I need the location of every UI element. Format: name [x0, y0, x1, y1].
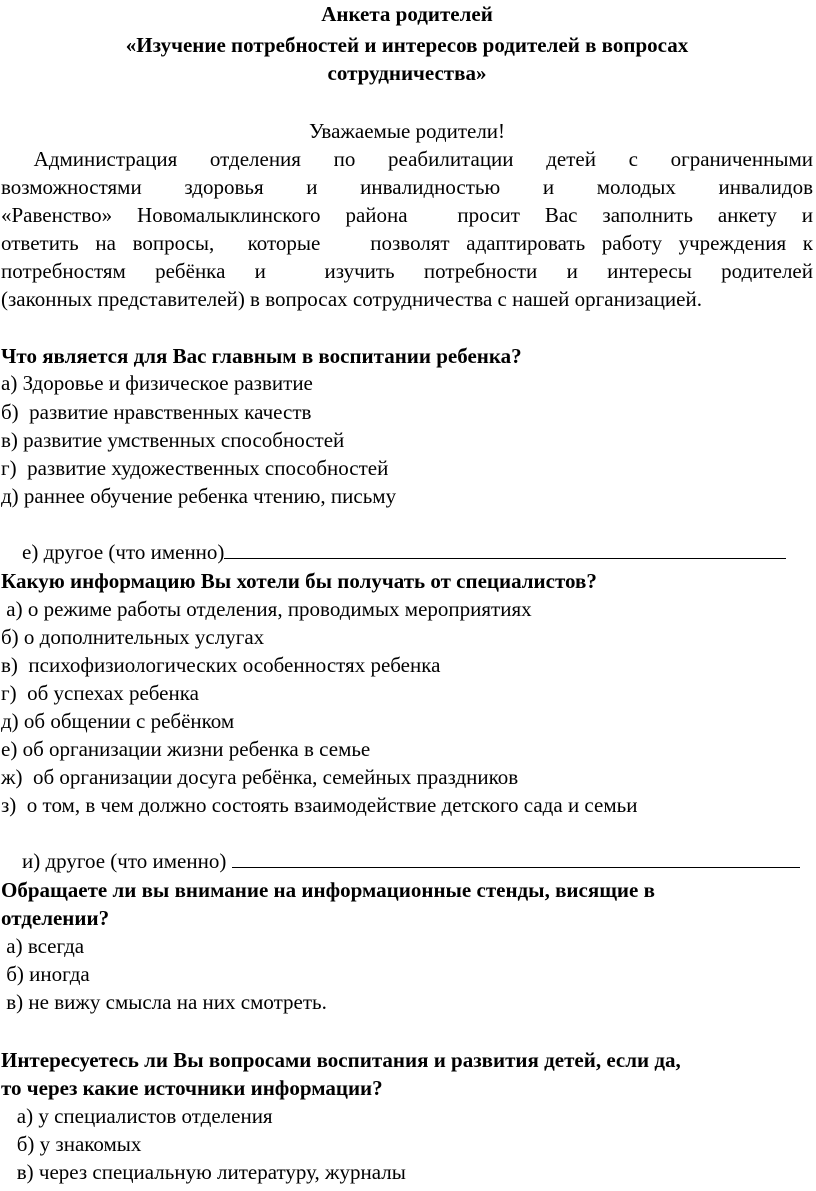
intro-line: (законных представителей) в вопросах сотрудничества с нашей организацией. — [1, 287, 702, 311]
question-4-text: Интересуетесь ли Вы вопросами воспитания и развития детей, если да, — [1, 1048, 681, 1072]
intro-line: Администрация отделения по реабилитации детей с ограниченными — [1, 147, 813, 171]
question-1-option[interactable]: г) развитие художественных способностей — [1, 456, 389, 480]
question-3-option[interactable]: а) всегда — [1, 934, 85, 958]
question-2-option[interactable]: д) об общении с ребёнком — [1, 709, 235, 733]
question-2-option[interactable]: а) о режиме работы отделения, проводимых мероприятиях — [1, 597, 532, 621]
question-4-text: то через какие источники информации? — [1, 1076, 383, 1100]
question-2-other-answer-line[interactable] — [232, 847, 800, 868]
question-1-option[interactable]: а) Здоровье и физическое развитие — [1, 371, 313, 395]
question-3-option[interactable]: в) не вижу смысла на них смотреть. — [1, 990, 327, 1014]
question-2-option[interactable]: б) о дополнительных услугах — [1, 625, 265, 649]
survey-title: Анкета родителей — [321, 2, 493, 26]
question-1-option[interactable]: д) раннее обучение ребенка чтению, письму — [1, 484, 397, 508]
question-3-text: отделении? — [1, 906, 110, 930]
question-4-option[interactable]: б) у знакомых — [1, 1132, 142, 1156]
question-2-option[interactable]: з) о том, в чем должно состоять взаимодействие детского сада и семьи — [1, 793, 638, 817]
question-2-option[interactable]: в) психофизиологических особенностях ребенка — [1, 653, 441, 677]
question-1-text: Что является для Вас главным в воспитании ребенка? — [1, 344, 522, 368]
question-1-option[interactable]: е) другое (что именно) — [22, 540, 225, 564]
question-2-option[interactable]: е) об организации жизни ребенка в семье — [1, 737, 371, 761]
question-2-other-row — [1, 819, 813, 873]
question-4-option[interactable]: в) через специальную литературу, журналы — [1, 1160, 406, 1184]
question-3-option[interactable]: б) иногда — [1, 962, 90, 986]
intro-line: ответить на вопросы, которые позволят адаптировать работу учреждения к — [1, 231, 813, 255]
question-2-option[interactable]: и) другое (что именно) — [22, 849, 232, 873]
question-1-option[interactable]: б) развитие нравственных качеств — [1, 400, 312, 424]
intro-line: возможностями здоровья и инвалидностью и молодых инвалидов — [1, 175, 813, 199]
greeting: Уважаемые родители! — [308, 119, 506, 143]
question-1-other-row — [1, 510, 813, 564]
question-2-option[interactable]: ж) об организации досуга ребёнка, семейных праздников — [1, 765, 519, 789]
intro-line: потребностям ребёнка и изучить потребности и интересы родителей — [1, 259, 813, 283]
survey-subtitle-line-2: сотрудничества» — [327, 61, 487, 85]
intro-line: «Равенство» Новомалыклинского района просит Вас заполнить анкету и — [1, 203, 813, 227]
question-1-other-answer-line[interactable] — [224, 538, 786, 559]
question-4-option[interactable]: а) у специалистов отделения — [1, 1104, 273, 1128]
question-2-option[interactable]: г) об успехах ребенка — [1, 681, 199, 705]
question-3-text: Обращаете ли вы внимание на информационные стенды, висящие в — [1, 878, 655, 902]
survey-subtitle-line-1: «Изучение потребностей и интересов родителей в вопросах — [125, 33, 689, 57]
question-1-option[interactable]: в) развитие умственных способностей — [1, 428, 345, 452]
question-2-text: Какую информацию Вы хотели бы получать от специалистов? — [1, 569, 597, 593]
